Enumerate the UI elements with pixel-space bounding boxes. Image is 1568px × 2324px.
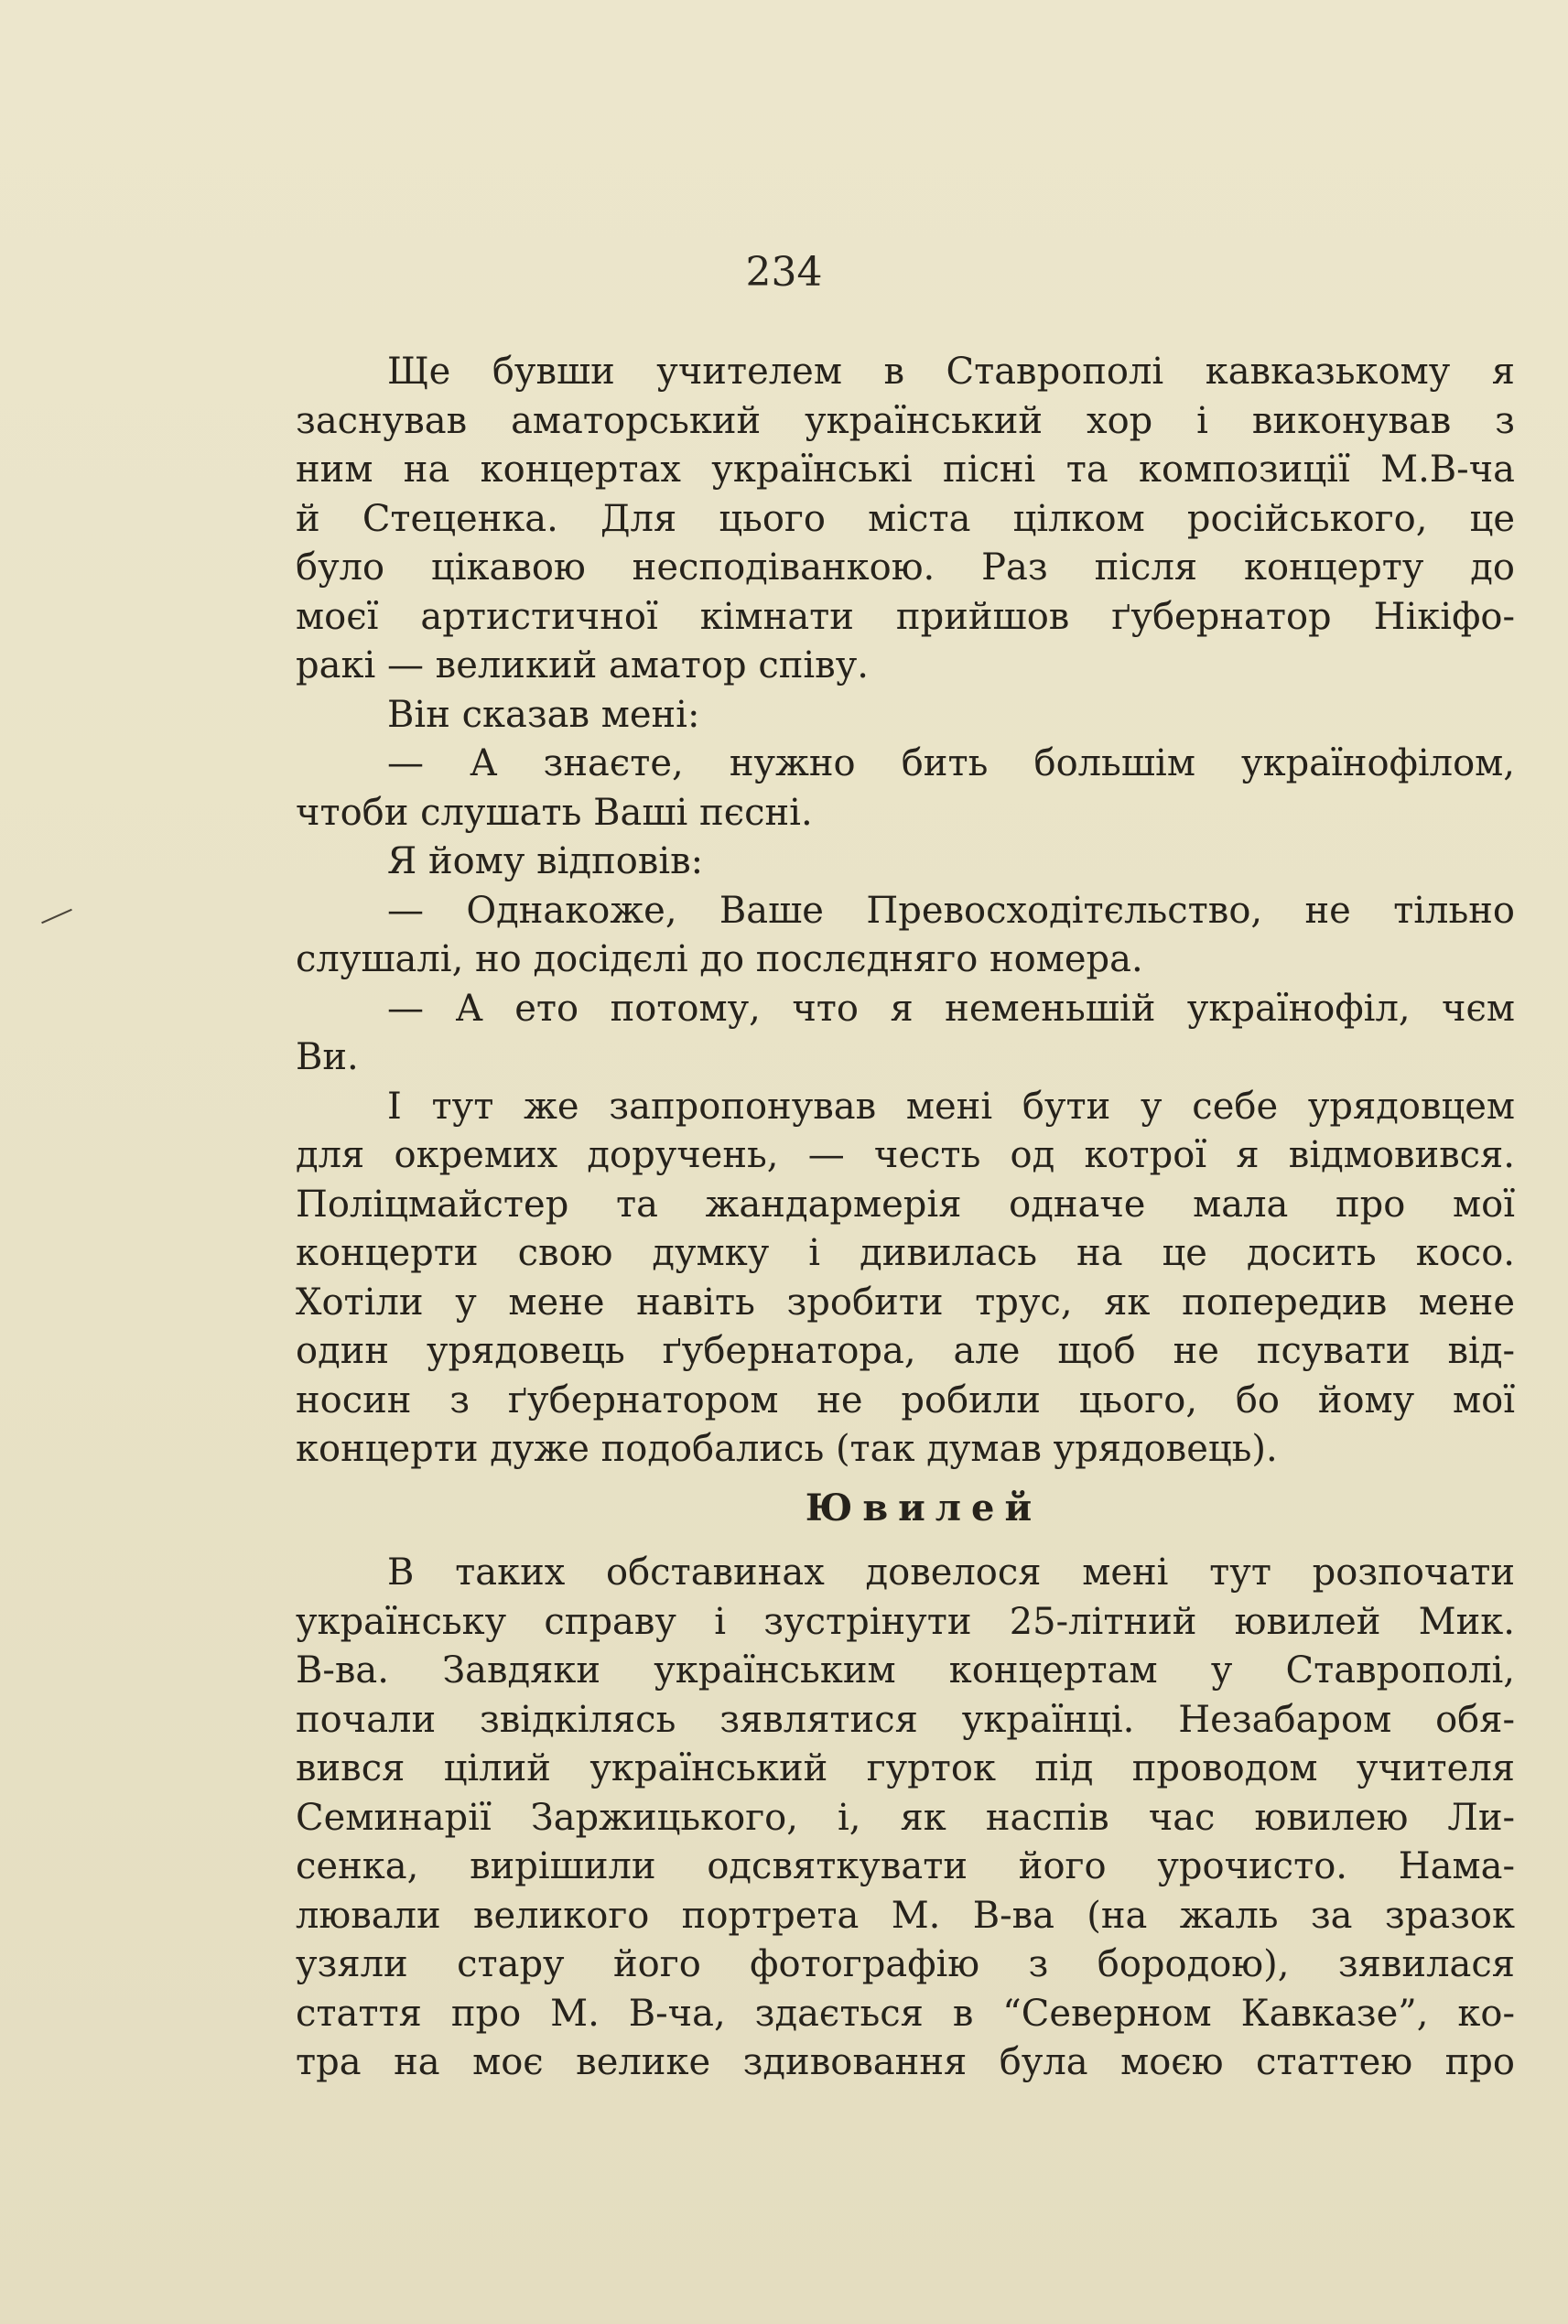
paragraph-6 [296, 985, 1515, 1083]
text-line: В-ва. Завдяки українським концертам у Ставрополі, [296, 1649, 1515, 1692]
text-line: почали звідкілясь зявлятися українці. Незабаром обя- [296, 1698, 1515, 1741]
text-line: й Стеценка. Для цього міста цілком російського, це [296, 497, 1515, 540]
text-line: Хотіли у мене навіть зробити трус, як попередив мене [296, 1281, 1515, 1324]
text-line: стаття про М. В-ча, здається в “Северном Кавказе”, ко- [296, 1992, 1515, 2035]
text-line: Я йому відповів: [387, 840, 704, 882]
paragraph-3 [296, 740, 1515, 838]
text-line: для окремих доручень, — честь од котрої я відмовився. [296, 1134, 1515, 1176]
text-line: слушалі, но досідєлі до послєдняго номера. [296, 938, 1143, 980]
paragraph-2 [296, 691, 1515, 740]
text-line: — А ето потому, что я неменьшій українофіл, чєм [387, 987, 1515, 1030]
text-line: носин з ґубернатором не робили цього, бо йому мої [296, 1378, 1515, 1421]
text-line: моєї артистичної кімнати прийшов ґубернатор Нікіфо- [296, 595, 1515, 638]
text-line: українську справу і зустрінути 25-літний ювилей Мик. [296, 1600, 1515, 1643]
text-line: Ви. [296, 1036, 359, 1078]
text-line: вився цілий український гурток під проводом учителя [296, 1747, 1515, 1789]
paragraph-8 [296, 1549, 1515, 2088]
text-line: один урядовець ґубернатора, але щоб не псувати від- [296, 1330, 1515, 1372]
text-line: сенка, вирішили одсвяткувати його урочисто. Нама- [296, 1845, 1515, 1887]
text-line: — Однакоже, Ваше Превосходітєльство, не тільно [387, 889, 1515, 932]
text-line: узяли стару його фотографію з бородою), зявилася [296, 1943, 1515, 1985]
text-line: І тут же запропонував мені бути у себе урядовцем [387, 1085, 1515, 1128]
text-line: Семинарії Заржицького, і, як наспів час ювилею Ли- [296, 1796, 1515, 1839]
text-line: лювали великого портрета М. В-ва (на жаль за зразок [296, 1894, 1515, 1937]
text-line: було цікавою несподіванкою. Раз після концерту до [296, 546, 1515, 589]
text-line: — А знаєте, нужно бить большім українофілом, [387, 742, 1515, 784]
text-line: В таких обставинах довелося мені тут розпочати [387, 1551, 1515, 1594]
text-line: заснував аматорський український хор і виконував з [296, 399, 1515, 442]
text-line: Ще бувши учителем в Ставрополі кавказькому я [387, 351, 1515, 393]
text-line: ракі — великий аматор співу. [296, 644, 869, 686]
margin-pencil-mark [41, 909, 72, 924]
text-line: Він сказав мені: [387, 693, 700, 736]
text-line: концерти дуже подобались (так думав урядовець). [296, 1428, 1278, 1470]
text-line: ним на концертах українські пісні та композиції М.В-ча [296, 449, 1515, 491]
text-line: концерти свою думку і дивилась на це досить косо. [296, 1232, 1515, 1274]
paragraph-7 [296, 1083, 1515, 1475]
body-text [296, 348, 1515, 2088]
text-line: чтоби слушать Ваші пєсні. [296, 791, 813, 834]
page-number: 234 [745, 249, 823, 296]
paragraph-4 [296, 838, 1515, 887]
paragraph-1 [296, 348, 1515, 691]
text-line: Поліцмайстер та жандармерія одначе мала про мої [296, 1183, 1515, 1226]
paragraph-5 [296, 887, 1515, 985]
text-line: тра на моє велике здивовання була моєю статтею про [296, 2041, 1515, 2083]
section-heading: Ювилей [805, 1486, 1043, 1530]
